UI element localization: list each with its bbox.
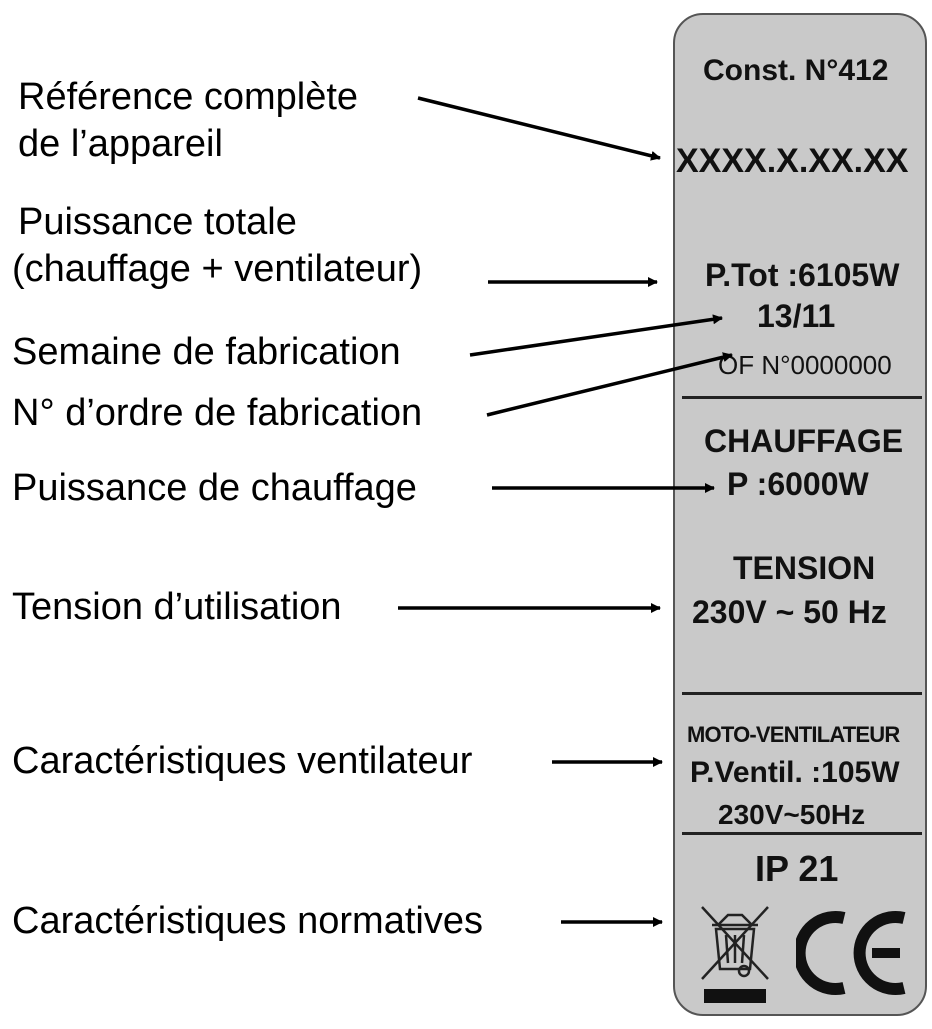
annotation-puissance-chauffage: Puissance de chauffage: [12, 467, 417, 509]
arrow-ordre: [487, 355, 732, 415]
plate-fan-voltage: 230V~50Hz: [718, 799, 866, 830]
plate-voltage-title: TENSION: [733, 550, 876, 586]
plate-order-number: OF N°0000000: [718, 350, 892, 380]
plate-heating-title: CHAUFFAGE: [704, 423, 904, 459]
plate-voltage-value: 230V ~ 50 Hz: [692, 594, 887, 630]
plate-ip-rating: IP 21: [755, 848, 839, 889]
plate-heating-power: P :6000W: [727, 466, 869, 502]
annotation-puissance-totale-line1: Puissance totale: [18, 201, 297, 243]
arrow-reference: [418, 98, 660, 158]
annotation-semaine: Semaine de fabrication: [12, 331, 401, 373]
annotation-reference-line1: Référence complète: [18, 76, 359, 118]
annotation-ordre: N° d’ordre de fabrication: [12, 392, 423, 434]
annotation-normatives: Caractéristiques normatives: [12, 900, 483, 942]
plate-constructor: Const. N°412: [703, 54, 889, 87]
annotation-tension: Tension d’utilisation: [12, 586, 342, 628]
annotation-ventilateur: Caractéristiques ventilateur: [12, 740, 473, 782]
arrow-semaine: [470, 318, 722, 355]
annotation-reference-line2: de l’appareil: [18, 123, 223, 165]
plate-week: 13/11: [757, 298, 836, 334]
plate-fan-title: MOTO-VENTILATEUR: [687, 722, 900, 747]
annotation-puissance-totale-line2: (chauffage + ventilateur): [12, 248, 423, 290]
plate-total-power: P.Tot :6105W: [705, 257, 900, 293]
plate-reference: XXXX.X.XX.XX: [676, 142, 909, 180]
plate-fan-power: P.Ventil. :105W: [690, 756, 900, 789]
